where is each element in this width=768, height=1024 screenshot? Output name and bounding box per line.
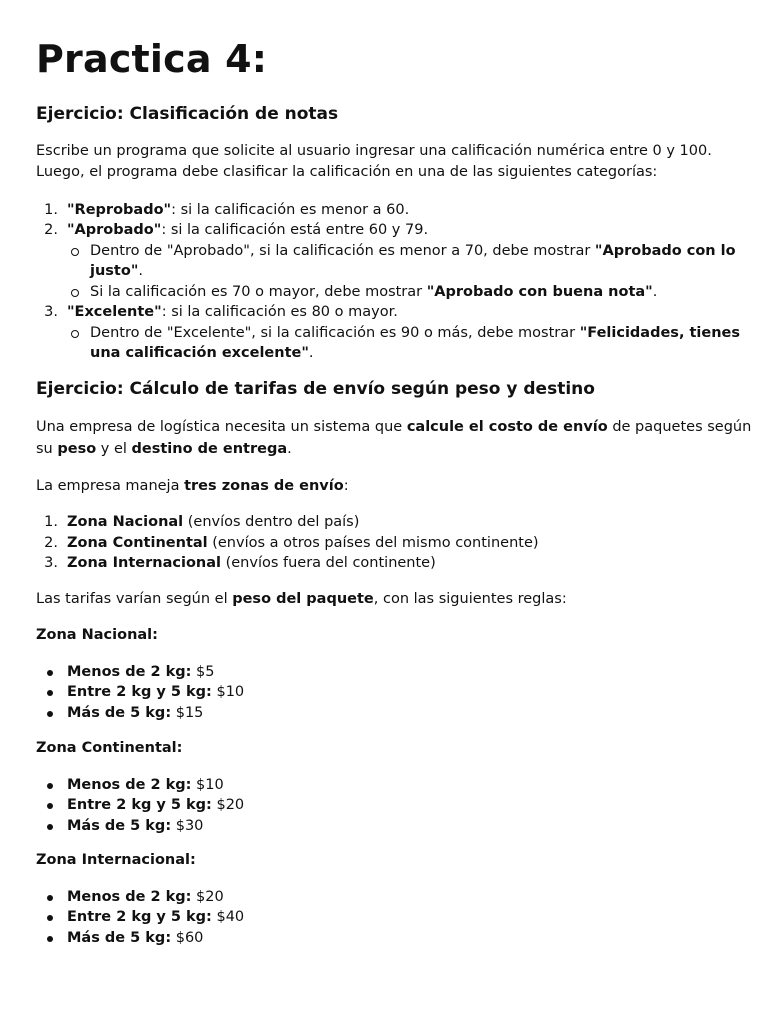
rate-label: Entre 2 kg y 5 kg: [67, 909, 212, 925]
ex2-paragraph-1-line-1 [36, 417, 751, 438]
sub-aprobado-2-text: Si la calificación es 70 o mayor, debe mostrar [90, 284, 427, 300]
ex1-sub-aprobado-1-line-2 [90, 261, 143, 282]
bullet-icon [47, 936, 53, 942]
ex1-item-1 [67, 200, 409, 221]
ex2-paragraph-3 [36, 589, 567, 610]
bullet-icon [47, 895, 53, 901]
rate-price: $60 [171, 930, 204, 946]
rate-label: Más de 5 kg: [67, 818, 172, 834]
rate-price: $15 [171, 705, 204, 721]
p1-text-h: . [287, 441, 292, 457]
zone-item-3-text: (envíos fuera del continente) [220, 555, 436, 571]
rate-row [67, 928, 203, 949]
ex1-item-3-bold: "Excelente" [67, 304, 162, 320]
sub-bullet-icon [71, 289, 79, 297]
rate-label: Menos de 2 kg: [67, 777, 192, 793]
rate-label: Entre 2 kg y 5 kg: [67, 684, 212, 700]
bullet-icon [47, 783, 53, 789]
ex1-item-2-bold: "Aprobado" [67, 222, 162, 238]
rate-price: $20 [191, 889, 224, 905]
ex2-heading: Ejercicio: Cálculo de tarifas de envío según peso y destino [36, 379, 595, 399]
rate-label: Menos de 2 kg: [67, 889, 192, 905]
p2-text-a: La empresa maneja [36, 478, 185, 494]
ex1-item-3-number: 3. [44, 304, 58, 320]
ex1-sub-aprobado-1-line-1 [90, 241, 736, 262]
p2-bold-zonas: tres zonas de envío [184, 478, 344, 494]
p3-bold-peso: peso del paquete [232, 591, 374, 607]
zone-continental-heading: Zona Continental: [36, 740, 183, 756]
sub-bullet-icon [71, 330, 79, 338]
zone-item-2-number: 2. [44, 535, 58, 551]
rate-price: $10 [211, 684, 245, 700]
rate-row [67, 682, 244, 703]
p3-text-c: , con las siguientes reglas: [373, 591, 567, 607]
bullet-icon [47, 711, 53, 717]
rate-row [67, 816, 203, 837]
zone-item-1 [67, 512, 359, 533]
p2-text-c: : [343, 478, 349, 494]
ex1-sub-excelente-line-2 [90, 343, 314, 364]
sub-excelente-end: . [308, 345, 314, 361]
ex1-item-2-text: : si la calificación está entre 60 y 79. [161, 222, 429, 238]
ex1-item-2 [67, 220, 428, 241]
ex1-item-1-bold: "Reprobado" [67, 202, 172, 218]
sub-excelente-bold-a: "Felicidades, tienes [579, 325, 741, 341]
sub-aprobado-1-end: . [138, 263, 143, 279]
sub-aprobado-2-end: . [652, 284, 658, 300]
sub-excelente-bold-b: una calificación excelente" [90, 345, 309, 361]
rate-label: Más de 5 kg: [67, 930, 172, 946]
sub-aprobado-1-bold-b: justo" [90, 263, 139, 279]
zone-item-3-bold: Zona Internacional [67, 555, 221, 571]
sub-aprobado-2-bold: "Aprobado con buena nota" [426, 284, 653, 300]
p1-bold-peso: peso [57, 441, 97, 457]
rate-label: Menos de 2 kg: [67, 664, 192, 680]
bullet-icon [47, 803, 53, 809]
p3-text-a: Las tarifas varían según el [36, 591, 233, 607]
ex2-paragraph-1-line-2 [36, 439, 292, 460]
page-title: Practica 4: [36, 37, 268, 81]
rate-row [67, 907, 244, 928]
ex1-intro-line-2: Luego, el programa debe clasificar la calificación en una de las siguientes categorías: [36, 164, 658, 180]
ex1-sub-excelente-line-1 [90, 323, 740, 344]
rate-label: Entre 2 kg y 5 kg: [67, 797, 212, 813]
ex2-paragraph-2 [36, 476, 349, 497]
zone-item-1-bold: Zona Nacional [67, 514, 184, 530]
ex1-item-1-text: : si la calificación es menor a 60. [171, 202, 410, 218]
rate-row [67, 795, 244, 816]
rate-price: $40 [211, 909, 245, 925]
zone-item-1-text: (envíos dentro del país) [183, 514, 360, 530]
zone-internacional-heading: Zona Internacional: [36, 852, 196, 868]
zone-item-1-number: 1. [44, 514, 58, 530]
ex1-item-3-text: : si la calificación es 80 o mayor. [161, 304, 398, 320]
sub-excelente-text: Dentro de "Excelente", si la calificación es 90 o más, debe mostrar [90, 325, 580, 341]
ex1-item-1-number: 1. [44, 202, 58, 218]
zone-item-2-text: (envíos a otros países del mismo continente) [207, 535, 539, 551]
rate-row [67, 775, 224, 796]
ex1-heading: Ejercicio: Clasificación de notas [36, 104, 339, 124]
rate-price: $20 [211, 797, 245, 813]
rate-price: $5 [191, 664, 215, 680]
rate-price: $30 [171, 818, 204, 834]
rate-label: Más de 5 kg: [67, 705, 172, 721]
rate-price: $10 [191, 777, 224, 793]
sub-aprobado-1-text: Dentro de "Aprobado", si la calificación es menor a 70, debe mostrar [90, 243, 595, 259]
rate-row [67, 703, 203, 724]
bullet-icon [47, 690, 53, 696]
rate-row [67, 662, 215, 683]
bullet-icon [47, 915, 53, 921]
ex1-intro-line-1: Escribe un programa que solicite al usuario ingresar una calificación numérica entre 0 y 100. [36, 143, 712, 159]
rate-row [67, 887, 224, 908]
p1-text-c: de paquetes según [607, 419, 752, 435]
p1-text-a: Una empresa de logística necesita un sistema que [36, 419, 407, 435]
ex1-sub-aprobado-2 [90, 282, 657, 303]
zone-item-3 [67, 553, 436, 574]
sub-aprobado-1-bold-a: "Aprobado con lo [594, 243, 736, 259]
p1-bold-costo: calcule el costo de envío [406, 419, 608, 435]
zone-item-3-number: 3. [44, 555, 58, 571]
p1-bold-destino: destino de entrega [131, 441, 288, 457]
zone-item-2 [67, 533, 539, 554]
p1-text-d: su [36, 441, 58, 457]
ex1-item-2-number: 2. [44, 222, 58, 238]
zone-item-2-bold: Zona Continental [67, 535, 208, 551]
sub-bullet-icon [71, 248, 79, 256]
bullet-icon [47, 670, 53, 676]
zone-nacional-heading: Zona Nacional: [36, 627, 158, 643]
bullet-icon [47, 824, 53, 830]
p1-text-f: y el [96, 441, 132, 457]
ex1-item-3 [67, 302, 398, 323]
